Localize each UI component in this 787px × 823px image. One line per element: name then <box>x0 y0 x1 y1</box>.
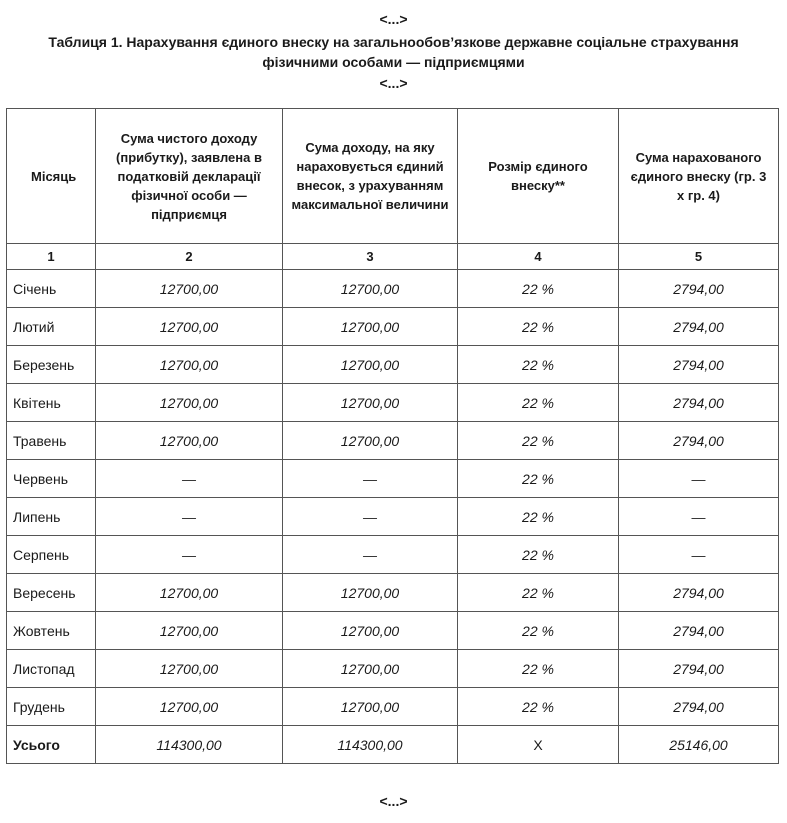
contribution-cell: — <box>619 536 779 574</box>
contribution-cell: 2794,00 <box>619 612 779 650</box>
contribution-cell: 2794,00 <box>619 308 779 346</box>
contribution-cell: — <box>619 460 779 498</box>
contribution-cell: 2794,00 <box>619 384 779 422</box>
rate-cell: 22 % <box>458 498 619 536</box>
month-cell: Лютий <box>7 308 96 346</box>
contribution-table <box>6 108 779 764</box>
rate-cell: 22 % <box>458 308 619 346</box>
taxable-income-cell: 12700,00 <box>283 308 458 346</box>
net-income-cell: 114300,00 <box>96 726 283 764</box>
rate-cell: 22 % <box>458 422 619 460</box>
contribution-cell: 2794,00 <box>619 270 779 308</box>
contribution-cell: 2794,00 <box>619 650 779 688</box>
rate-cell: 22 % <box>458 574 619 612</box>
column-number: 2 <box>96 244 283 270</box>
net-income-cell: 12700,00 <box>96 574 283 612</box>
column-number: 3 <box>283 244 458 270</box>
taxable-income-cell: 114300,00 <box>283 726 458 764</box>
month-cell: Березень <box>7 346 96 384</box>
net-income-cell: — <box>96 498 283 536</box>
contribution-cell: 2794,00 <box>619 422 779 460</box>
header-month: Місяць <box>7 109 96 244</box>
month-cell: Листопад <box>7 650 96 688</box>
total-row <box>7 726 779 764</box>
table-row <box>7 498 779 536</box>
rate-cell: 22 % <box>458 536 619 574</box>
month-cell: Квітень <box>7 384 96 422</box>
month-cell: Липень <box>7 498 96 536</box>
month-cell: Жовтень <box>7 612 96 650</box>
month-cell: Вересень <box>7 574 96 612</box>
table-row <box>7 384 779 422</box>
ellipsis-top: <...> <box>379 11 408 27</box>
table-row <box>7 346 779 384</box>
table-row <box>7 308 779 346</box>
contribution-cell: — <box>619 498 779 536</box>
taxable-income-cell: 12700,00 <box>283 270 458 308</box>
net-income-cell: — <box>96 536 283 574</box>
rate-cell: 22 % <box>458 612 619 650</box>
taxable-income-cell: 12700,00 <box>283 612 458 650</box>
contribution-cell: 25146,00 <box>619 726 779 764</box>
table-row <box>7 422 779 460</box>
taxable-income-cell: — <box>283 498 458 536</box>
month-cell: Грудень <box>7 688 96 726</box>
column-number-row <box>7 244 779 270</box>
rate-cell: 22 % <box>458 688 619 726</box>
header-row <box>7 109 779 244</box>
rate-cell: Х <box>458 726 619 764</box>
contribution-cell: 2794,00 <box>619 346 779 384</box>
taxable-income-cell: 12700,00 <box>283 574 458 612</box>
net-income-cell: 12700,00 <box>96 308 283 346</box>
taxable-income-cell: — <box>283 536 458 574</box>
ellipsis-bottom: <...> <box>379 793 408 809</box>
rate-cell: 22 % <box>458 346 619 384</box>
rate-cell: 22 % <box>458 460 619 498</box>
net-income-cell: 12700,00 <box>96 650 283 688</box>
contribution-cell: 2794,00 <box>619 574 779 612</box>
net-income-cell: 12700,00 <box>96 688 283 726</box>
ellipsis-mid: <...> <box>379 75 408 91</box>
taxable-income-cell: 12700,00 <box>283 384 458 422</box>
taxable-income-cell: 12700,00 <box>283 688 458 726</box>
month-cell: Січень <box>7 270 96 308</box>
table-caption-line-1: Таблиця 1. Нарахування єдиного внеску на загальнообов’язкове державне соціальне страхування <box>48 34 739 50</box>
table-row <box>7 612 779 650</box>
taxable-income-cell: 12700,00 <box>283 650 458 688</box>
month-cell: Червень <box>7 460 96 498</box>
table-caption-line-2: фізичними особами — підприємцями <box>262 54 525 70</box>
table-row <box>7 574 779 612</box>
net-income-cell: 12700,00 <box>96 270 283 308</box>
table-row <box>7 536 779 574</box>
net-income-cell: 12700,00 <box>96 422 283 460</box>
contribution-cell: 2794,00 <box>619 688 779 726</box>
rate-cell: 22 % <box>458 270 619 308</box>
month-cell: Серпень <box>7 536 96 574</box>
table-row <box>7 460 779 498</box>
net-income-cell: 12700,00 <box>96 612 283 650</box>
column-number: 1 <box>7 244 96 270</box>
net-income-cell: — <box>96 460 283 498</box>
month-cell: Усього <box>7 726 96 764</box>
net-income-cell: 12700,00 <box>96 384 283 422</box>
table-row <box>7 270 779 308</box>
taxable-income-cell: — <box>283 460 458 498</box>
column-number: 4 <box>458 244 619 270</box>
table-row <box>7 650 779 688</box>
header-rate: Розмір єдиного внеску** <box>458 109 619 244</box>
month-cell: Травень <box>7 422 96 460</box>
taxable-income-cell: 12700,00 <box>283 422 458 460</box>
header-taxable-income: Сума доходу, на яку нараховується єдиний внесок, з урахуванням максимальної величини <box>283 109 458 244</box>
net-income-cell: 12700,00 <box>96 346 283 384</box>
table-row <box>7 688 779 726</box>
header-contribution: Сума нарахованого єдиного внеску (гр. 3 х гр. 4) <box>619 109 779 244</box>
column-number: 5 <box>619 244 779 270</box>
rate-cell: 22 % <box>458 384 619 422</box>
header-net-income: Сума чистого доходу (прибутку), заявлена в податковій декларації фізичної особи — підприємця <box>96 109 283 244</box>
rate-cell: 22 % <box>458 650 619 688</box>
taxable-income-cell: 12700,00 <box>283 346 458 384</box>
